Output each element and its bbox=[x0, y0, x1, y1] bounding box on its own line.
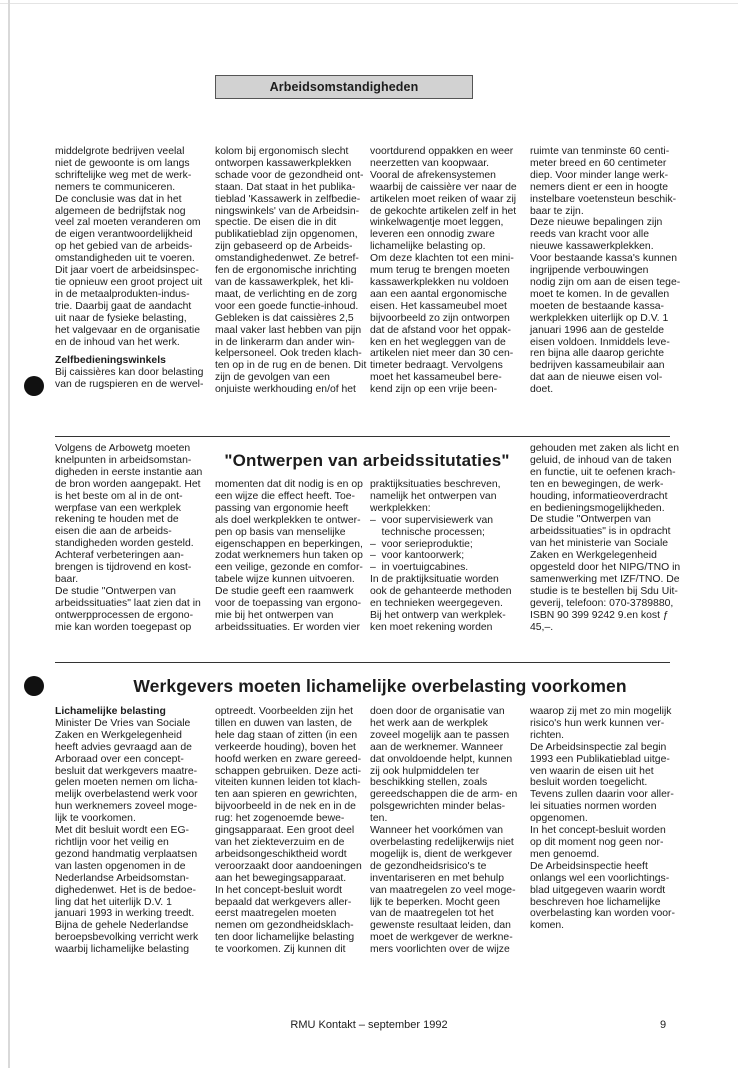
text-line: verkeerde houding), boven het bbox=[215, 741, 356, 753]
text-line: het valgevaar en de organisatie bbox=[55, 324, 200, 336]
text-line: veroorzaakt door aandoeningen bbox=[215, 860, 362, 872]
text-line: januari 1996 aan de gestelde bbox=[530, 324, 665, 336]
text-line: ten door lichamelijke belasting bbox=[215, 932, 355, 944]
text-line: knelpunten in arbeidsomstan- bbox=[55, 454, 192, 466]
text-line: waarbij de caissière ver naar de bbox=[370, 181, 517, 193]
text-line: gereedschappen die de arm- en bbox=[370, 789, 518, 801]
text-line: De conclusie was dat in het bbox=[55, 193, 182, 205]
text-line: mum terug te brengen moeten bbox=[370, 265, 510, 277]
text-line: Met dit besluit wordt een EG- bbox=[55, 825, 189, 837]
text-line: het werk aan de werkplek bbox=[370, 717, 488, 729]
text-line: Om deze klachten tot een mini- bbox=[370, 253, 514, 265]
text-line: veel zal moeten veranderen om bbox=[55, 217, 201, 229]
text-line: gewenste resultaat leiden, dan bbox=[370, 920, 511, 932]
article3-column-2 bbox=[215, 706, 362, 956]
text-line: schappen gebruiken. Deze acti- bbox=[215, 765, 362, 777]
text-line: 45,–. bbox=[530, 621, 554, 633]
text-line: Nederlandse Arbeidsomstan- bbox=[55, 872, 189, 884]
text-line: de eigen verantwoordelijkheid bbox=[55, 229, 193, 241]
text-line: nodig zijn om aan de eisen tege- bbox=[530, 276, 681, 288]
text-line: arbeidsongeschiktheid wordt bbox=[215, 848, 347, 860]
text-line: januari 1993 in werking treedt. bbox=[55, 908, 195, 920]
text-line: de bron worden aangepakt. Het bbox=[55, 478, 201, 490]
text-line: komen. bbox=[530, 920, 565, 932]
text-line: en functie, uit te oefenen krach- bbox=[530, 466, 676, 478]
text-line: uit naar de fysieke belasting, bbox=[55, 312, 187, 324]
text-line: moet te komen. In de gevallen bbox=[530, 288, 670, 300]
text-line: digheden in eerste instantie aan bbox=[55, 466, 203, 478]
text-line: de gezondheidsrisico's te bbox=[370, 860, 487, 872]
text-line: voortdurend oppakken en weer bbox=[370, 146, 514, 157]
text-line: spectie. De eisen die in dit bbox=[215, 217, 337, 229]
text-line: staan. Dat staat in het publika- bbox=[215, 181, 356, 193]
text-line: en bedieningsmogelijkheden. bbox=[530, 502, 665, 514]
article3-col1-body bbox=[55, 718, 198, 956]
text-line: nemers te communiceren. bbox=[55, 181, 176, 193]
text-line: moet het kassameubel bere- bbox=[370, 372, 502, 384]
text-line: standigheden worden gesteld. bbox=[55, 538, 194, 550]
article3-column-3 bbox=[370, 706, 517, 956]
text-line: mie bij het ontwerpen van bbox=[215, 609, 334, 621]
text-line: geluid, de inhoud van de taken bbox=[530, 454, 672, 466]
text-line: beroepsbevolking verricht werk bbox=[55, 932, 199, 944]
text-line: werkplekken uiterlijk op D.V. 1 bbox=[530, 312, 669, 324]
text-line: viteiten kunnen leiden tot klach- bbox=[215, 777, 361, 789]
text-line: optreedt. Voorbeelden zijn het bbox=[215, 706, 354, 717]
text-line: brengen is tijdrovend en kost- bbox=[55, 562, 192, 574]
text-line: Achteraf verbeteringen aan- bbox=[55, 550, 184, 562]
text-line: timeter bedraagt. Vervolgens bbox=[370, 360, 503, 372]
text-line: is het beste om al in de ont- bbox=[55, 490, 183, 502]
text-line: waarbij lichamelijke belasting bbox=[55, 944, 189, 956]
text-line: nieuwe kassawerkplekken. bbox=[530, 241, 654, 253]
text-line: waarop zij met zo min mogelijk bbox=[530, 706, 672, 717]
text-line: aan de werknemer. Wanneer bbox=[370, 741, 504, 753]
article1-column-2 bbox=[215, 146, 366, 396]
text-line: van de rugspieren en de wervel- bbox=[55, 379, 204, 391]
text-line: nemen om gezondheidsklach- bbox=[215, 920, 354, 932]
text-line: op het gebied van de arbeids- bbox=[55, 241, 193, 253]
section-header-box bbox=[215, 75, 473, 99]
article3-column-4 bbox=[530, 706, 675, 932]
text-line: zijn gebaseerd op de Arbeids- bbox=[215, 241, 353, 253]
text-line: bijvoorbeeld in de nek en in de bbox=[215, 801, 356, 813]
text-line: te voorkomen. Zij kunnen dit bbox=[215, 944, 346, 956]
text-line: gingsapparaat. Een groot deel bbox=[215, 825, 355, 837]
text-line: geverij, telefoon: 070-3789880, bbox=[530, 597, 674, 609]
text-line: gehouden met zaken als licht en bbox=[530, 443, 680, 454]
text-line: van het ministerie van Sociale bbox=[530, 538, 669, 550]
article2-column-4 bbox=[530, 443, 680, 634]
text-line: in de linkerarm dan ander win- bbox=[215, 336, 355, 348]
text-line: ken moet rekening worden bbox=[370, 621, 493, 633]
text-line: richtlijn voor het veilig en bbox=[55, 836, 169, 848]
text-line: De Arbeidsinspectie heeft bbox=[530, 860, 648, 872]
text-line: lei situaties normen worden bbox=[530, 801, 657, 813]
text-line: In het concept-besluit wordt bbox=[215, 884, 343, 896]
text-line: kolom bij ergonomisch slecht bbox=[215, 146, 349, 157]
text-line: tie opnieuw een groot project uit bbox=[55, 276, 203, 288]
text-line: Bij het ontwerp van werkplek- bbox=[370, 609, 506, 621]
text-line: eisen die aan de arbeids- bbox=[55, 526, 172, 538]
article2-column-1 bbox=[55, 443, 202, 634]
text-line: dat de afstand voor het oppak- bbox=[370, 324, 511, 336]
text-line: In de praktijksituatie worden bbox=[370, 574, 499, 586]
text-line: pen op basis van menselijke bbox=[215, 526, 346, 538]
article1-col1-after bbox=[55, 367, 203, 391]
text-line: van maatregelen zo veel moge- bbox=[370, 884, 516, 896]
text-line: richten. bbox=[530, 729, 565, 741]
text-line: winkelwagentje moet leggen, bbox=[370, 217, 504, 229]
text-line: tieblad 'Kassawerk in zelfbedie- bbox=[215, 193, 361, 205]
text-line: ontworpen kassawerkplekken bbox=[215, 157, 352, 169]
text-line: praktijksituaties beschreven, bbox=[370, 479, 501, 490]
text-line: zij ook hulpmiddelen ter bbox=[370, 765, 480, 777]
text-line: doet. bbox=[530, 384, 554, 396]
article2-headline: "Ontwerpen van arbeidssitutaties" bbox=[224, 451, 510, 470]
text-line: hele dag staan of zitten (in een bbox=[215, 729, 358, 741]
article1-column-3 bbox=[370, 146, 517, 396]
text-line: namelijk het ontwerpen van bbox=[370, 490, 497, 502]
text-line: omstandighedenwet. Ze betref- bbox=[215, 253, 359, 265]
text-line: gezond handmatig verplaatsen bbox=[55, 848, 198, 860]
text-line: rug: het zogenoemde bewe- bbox=[215, 813, 345, 825]
text-line: men genoemd. bbox=[530, 848, 600, 860]
text-line: In het concept-besluit worden bbox=[530, 825, 666, 837]
text-line: opgenomen. bbox=[530, 813, 588, 825]
text-line: arbeidssituaties" is in opdracht bbox=[530, 526, 671, 538]
text-line: niet de gewoonte is om langs bbox=[55, 157, 190, 169]
text-line: besluit worden toegelicht. bbox=[530, 777, 648, 789]
text-line: schade voor de gezondheid ont- bbox=[215, 169, 364, 181]
punch-hole-marker bbox=[24, 376, 44, 396]
text-line: zijn de gevolgen van een bbox=[215, 372, 330, 384]
text-line: voor de toepassing van ergono- bbox=[215, 598, 362, 610]
text-line: tabele wijze kunnen uitvoeren. bbox=[215, 574, 355, 586]
text-line: passing van ergonomie heeft bbox=[215, 502, 349, 514]
text-line: Bijna de gehele Nederlandse bbox=[55, 920, 189, 932]
text-line: meter breed en 60 centimeter bbox=[530, 157, 667, 169]
text-line: eigenschappen en beperkingen, bbox=[215, 538, 363, 550]
page-top-edge bbox=[0, 3, 738, 4]
text-line: ten aan spieren en gewrichten, bbox=[215, 789, 358, 801]
text-line: Voor bestaande kassa's kunnen bbox=[530, 253, 677, 265]
text-line: ruimte van tenminste 60 centi- bbox=[530, 146, 670, 157]
text-line: Zaken en Werkgelegenheid bbox=[530, 550, 657, 562]
text-line: van lasten opgenomen in de bbox=[55, 860, 186, 872]
text-line: moet de werkgever de werkne- bbox=[370, 932, 513, 944]
text-line: bepaald dat werkgevers aller- bbox=[215, 896, 352, 908]
text-line: gelen moeten nemen om licha- bbox=[55, 777, 198, 789]
divider-rule bbox=[55, 662, 670, 663]
text-line: Bij caissières kan door belasting bbox=[55, 367, 204, 379]
text-line: trie. Daarbij gaat de aandacht bbox=[55, 300, 192, 312]
text-line: en technieken weergegeven. bbox=[370, 598, 503, 610]
text-line: publikatieblad zijn opgenomen, bbox=[215, 229, 358, 241]
text-line: ten en bewegingen, de werk- bbox=[530, 478, 664, 490]
article1-column-1 bbox=[55, 146, 203, 391]
divider-rule bbox=[55, 436, 670, 437]
text-line: Minister De Vries van Sociale bbox=[55, 717, 191, 729]
text-line: De studie geeft een raamwerk bbox=[215, 586, 354, 598]
text-line: ook de gehanteerde methoden bbox=[370, 586, 512, 598]
text-line: lijk te voorkomen. bbox=[55, 813, 136, 825]
text-line: melijk overbelastend werk voor bbox=[55, 789, 198, 801]
text-line: schriftelijke weg met de werk- bbox=[55, 169, 192, 181]
text-line: onjuiste werkhouding en/of het bbox=[215, 384, 356, 396]
text-line: lijk te beperken. Mocht geen bbox=[370, 896, 500, 908]
text-line: Deze nieuwe bepalingen zijn bbox=[530, 217, 663, 229]
text-line: ningswinkels' van de Arbeidsin- bbox=[215, 205, 360, 217]
text-line: de gekochte artikelen zelf in het bbox=[370, 205, 517, 217]
text-line: zodat werknemers hun taken op bbox=[215, 550, 363, 562]
text-line: – voor kantoorwerk; bbox=[370, 550, 465, 562]
text-line: onlangs wel een voorlichtings- bbox=[530, 872, 670, 884]
text-line: technische processen; bbox=[370, 526, 485, 538]
text-line: ren bijna alle daarop gerichte bbox=[530, 348, 665, 360]
text-line: in de metaalprodukten-indus- bbox=[55, 288, 190, 300]
text-line: arbeidssituaties" laat zien dat in bbox=[55, 597, 201, 609]
text-line: blad uitgegeven waarin wordt bbox=[530, 884, 666, 896]
text-line: aan een aantal ergonomische bbox=[370, 288, 507, 300]
text-line: voor een goede functie-inhoud. bbox=[215, 300, 359, 312]
text-line: Arboraad over een concept- bbox=[55, 753, 184, 765]
text-line: nemers dient er een in hoogte bbox=[530, 181, 669, 193]
text-line: overbelasting kan worden voor- bbox=[530, 908, 675, 920]
text-line: overbelasting redelijkerwijs niet bbox=[370, 836, 514, 848]
text-line: De Arbeidsinspectie zal begin bbox=[530, 741, 667, 753]
text-line: artikelen niet meer dan 30 cen- bbox=[370, 348, 514, 360]
text-line: hoofd werken en zware gereed- bbox=[215, 753, 362, 765]
text-line: De studie "Ontwerpen van bbox=[55, 585, 176, 597]
text-line: eerst maatregelen moeten bbox=[215, 908, 337, 920]
text-line: ten. bbox=[370, 813, 388, 825]
text-line: Dit jaar voert de arbeidsinspec- bbox=[55, 265, 199, 277]
text-line: besluit dat werkgevers maatre- bbox=[55, 765, 198, 777]
text-line: baar te zijn. bbox=[530, 205, 584, 217]
article1-col1-body bbox=[55, 146, 203, 348]
text-line: mie kan worden toegepast op bbox=[55, 621, 192, 633]
text-line: heeft advies gevraagd aan de bbox=[55, 741, 192, 753]
article1-column-4 bbox=[530, 146, 680, 396]
article3-headline: Werkgevers moeten lichamelijke overbelasting voorkomen bbox=[133, 676, 627, 696]
text-line: beschikking stellen, zoals bbox=[370, 777, 488, 789]
article3-column-1 bbox=[55, 706, 198, 956]
text-line: een wijze die effect heeft. Toe- bbox=[215, 490, 355, 502]
text-line: ontwerpprocessen de ergono- bbox=[55, 609, 194, 621]
text-line: ken en het wegleggen van de bbox=[370, 336, 506, 348]
text-line: aan het bewegingsapparaat. bbox=[215, 872, 347, 884]
article2-column-2 bbox=[215, 479, 363, 634]
article2-column-3 bbox=[370, 479, 512, 634]
text-line: dat onvoldoende helpt, kunnen bbox=[370, 753, 513, 765]
article1-subheading: Zelfbedieningswinkels bbox=[55, 355, 166, 367]
text-line: polsgewrichten minder belas- bbox=[370, 801, 506, 813]
page-left-edge bbox=[8, 0, 10, 1068]
text-line: ten op in de rug en de benen. Dit bbox=[215, 360, 367, 372]
text-line: werpfase van een werkplek bbox=[55, 502, 181, 514]
text-line: neerzetten van koopwaar. bbox=[370, 157, 489, 169]
text-line: een veilige, gezonde en comfor- bbox=[215, 562, 363, 574]
text-line: bedrijven kassameubilair aan bbox=[530, 360, 665, 372]
text-line: omstandigheden uit te voeren. bbox=[55, 253, 195, 265]
text-line: maat, de verlichting en de zorg bbox=[215, 288, 358, 300]
text-line: reeds van kracht voor alle bbox=[530, 229, 649, 241]
text-line: tillen en duwen van lasten, de bbox=[215, 717, 352, 729]
text-line: Tevens zullen daarin voor aller- bbox=[530, 789, 674, 801]
text-line: samenwerking met IZF/TNO. De bbox=[530, 573, 680, 585]
text-line: De studie "Ontwerpen van bbox=[530, 514, 651, 526]
text-line: lichamelijke belasting op. bbox=[370, 241, 486, 253]
text-line: en de inhoud van het werk. bbox=[55, 336, 180, 348]
text-line: studie is te bestellen bij Sdu Uit- bbox=[530, 585, 678, 597]
text-line: fen de ergonomische inrichting bbox=[215, 265, 357, 277]
text-line: bijvoorbeeld zo zijn ontworpen bbox=[370, 312, 510, 324]
text-line: houding, informatieoverdracht bbox=[530, 490, 668, 502]
text-line: eisen voldoen. Inmiddels leve- bbox=[530, 336, 670, 348]
text-line: beschreven hoe lichamelijke bbox=[530, 896, 661, 908]
article3-subheading: Lichamelijke belasting bbox=[55, 706, 166, 717]
text-line: algemeen de bedrijfstak nog bbox=[55, 205, 186, 217]
text-line: kassawerkplekken nu voldoen bbox=[370, 276, 509, 288]
text-line: ling dat het uiterlijk D.V. 1 bbox=[55, 896, 172, 908]
text-line: werkplekken: bbox=[370, 502, 431, 514]
text-line: ven waarin de eisen uit het bbox=[530, 765, 654, 777]
text-line: kend zijn op een vrije been- bbox=[370, 384, 498, 396]
text-line: Volgens de Arbowetg moeten bbox=[55, 443, 191, 454]
text-line: maal vaker last hebben van pijn bbox=[215, 324, 362, 336]
text-line: 1993 een Publikatieblad uitge- bbox=[530, 753, 670, 765]
text-line: ingrijpende verbouwingen bbox=[530, 265, 649, 277]
footer-page-number: 9 bbox=[660, 1019, 667, 1031]
text-line: arbeidssituaties. Er worden vier bbox=[215, 621, 360, 633]
text-line: van het ziekteverzuim en de bbox=[215, 836, 345, 848]
text-line: instelbare voetensteun beschik- bbox=[530, 193, 677, 205]
section-header-title: Arbeidsomstandigheden bbox=[269, 80, 419, 94]
text-line: – in voertuigcabines. bbox=[370, 562, 469, 574]
text-line: diep. Voor minder lange werk- bbox=[530, 169, 669, 181]
text-line: – voor serieproduktie; bbox=[370, 538, 473, 550]
text-line: risico's hun werk kunnen ver- bbox=[530, 717, 665, 729]
text-line: dighedenwet. Het is de bedoe- bbox=[55, 884, 196, 896]
text-line: dat aan de nieuwe eisen vol- bbox=[530, 372, 663, 384]
text-line: Wanneer het voorkómen van bbox=[370, 825, 504, 837]
text-line: leveren een onnodig zware bbox=[370, 229, 495, 241]
text-line: kelpersoneel. Ook treden klach- bbox=[215, 348, 362, 360]
text-line: artikelen moet reiken of waar zij bbox=[370, 193, 517, 205]
text-line: van de kassawerkplek, het kli- bbox=[215, 276, 354, 288]
text-line: zoveel mogelijk aan te passen bbox=[370, 729, 510, 741]
text-line: opgesteld door het NIPG/TNO in bbox=[530, 562, 681, 574]
text-line: hun werknemers zoveel moge- bbox=[55, 801, 198, 813]
text-line: als doel werkplekken te ontwer- bbox=[215, 514, 361, 526]
text-line: rekening te houden met de bbox=[55, 514, 179, 526]
text-line: Vooral de afrekensystemen bbox=[370, 169, 496, 181]
text-line: inventariseren en met behulp bbox=[370, 872, 505, 884]
text-line: Gebleken is dat caissières 2,5 bbox=[215, 312, 354, 324]
footer-publication: RMU Kontakt – september 1992 bbox=[290, 1019, 448, 1031]
text-line: ISBN 90 399 9242 9.en kost ƒ bbox=[530, 609, 669, 621]
text-line: eisen. Het kassameubel moet bbox=[370, 300, 507, 312]
text-line: doen door de organisatie van bbox=[370, 706, 505, 717]
text-line: van de maatregelen tot het bbox=[370, 908, 494, 920]
text-line: mogelijk is, dient de werkgever bbox=[370, 848, 513, 860]
text-line: middelgrote bedrijven veelal bbox=[55, 146, 185, 157]
text-line: baar. bbox=[55, 573, 79, 585]
text-line: op dit moment nog geen nor- bbox=[530, 836, 664, 848]
text-line: mers voorlichten over de wijze bbox=[370, 944, 510, 956]
text-line: moeten de bestaande kassa- bbox=[530, 300, 665, 312]
punch-hole-marker bbox=[24, 676, 44, 696]
text-line: – voor supervisiewerk van bbox=[370, 514, 494, 526]
text-line: momenten dat dit nodig is en op bbox=[215, 479, 363, 490]
text-line: Zaken en Werkgelegenheid bbox=[55, 729, 182, 741]
